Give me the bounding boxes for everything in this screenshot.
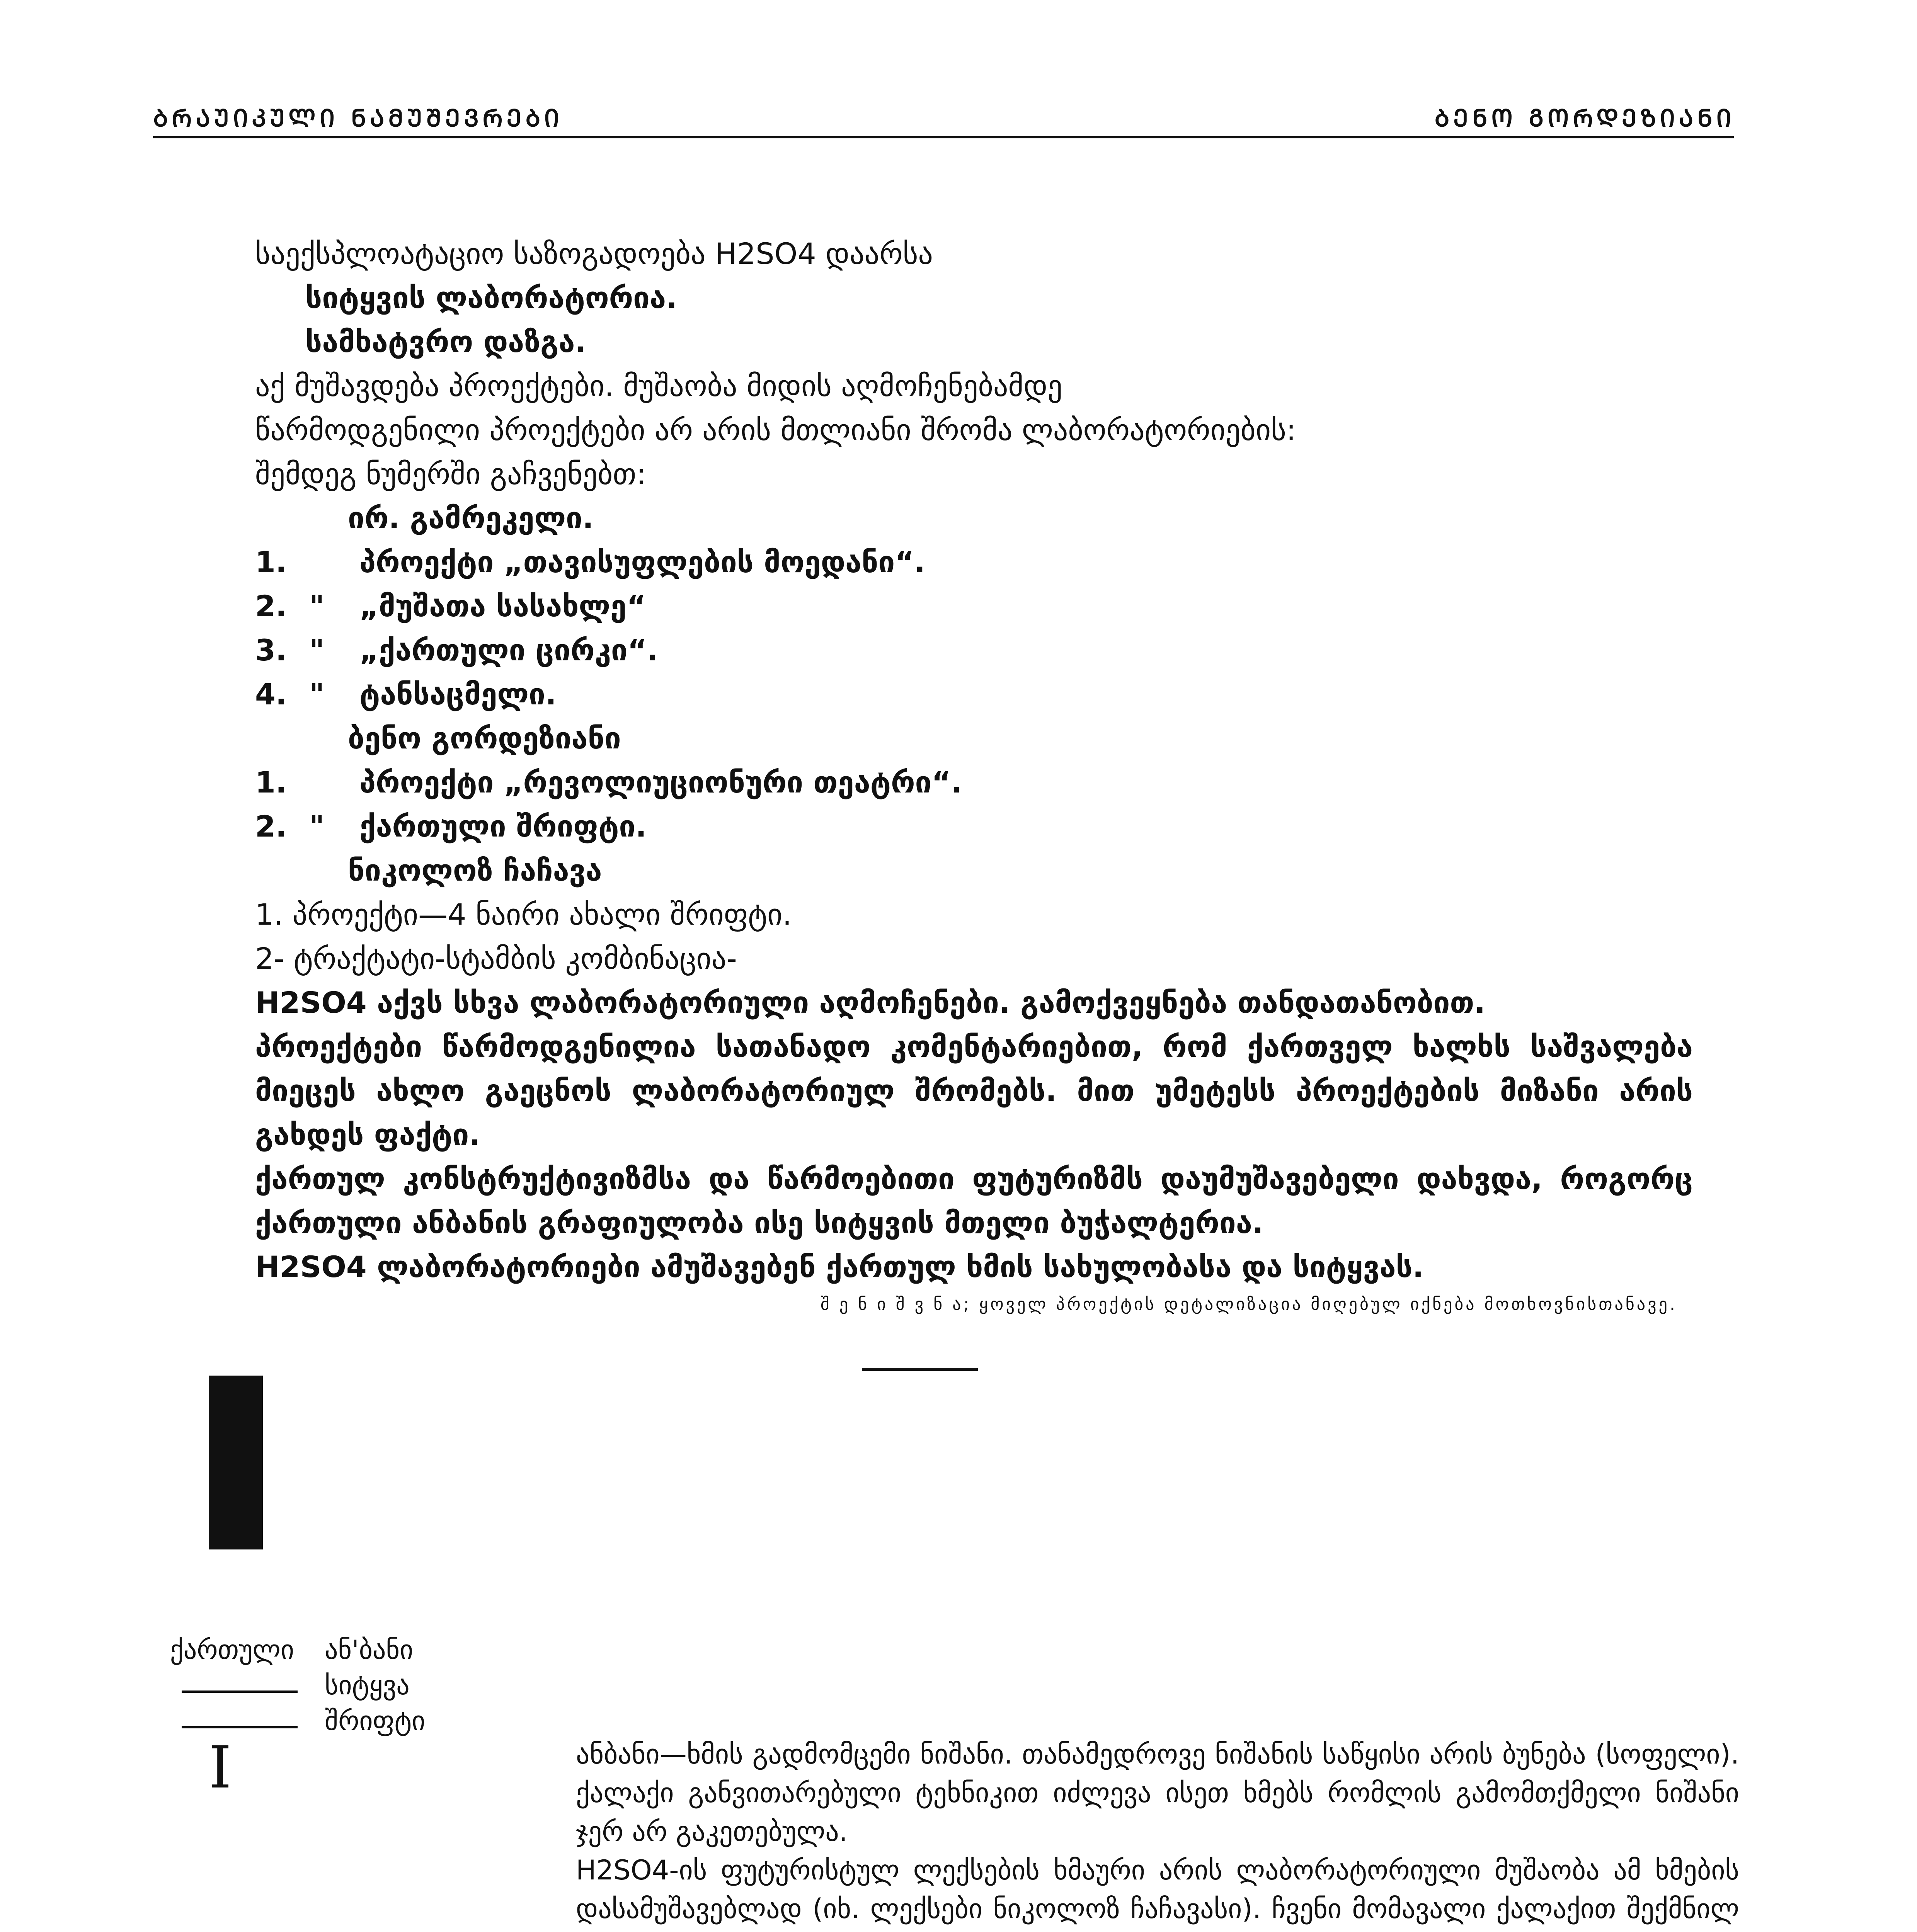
section-title: სამხატვრო დაზგა.	[305, 325, 586, 359]
footnote: შ ე ნ ი შ ვ ნ ა; ყოველ პროექტის დეტალიზაცია მიღებულ იქნება მოთხოვნისთანავე.	[821, 1294, 1677, 1314]
lab-title: სიტყვის ლაბორატორია.	[305, 281, 677, 315]
paragraph: ქართულ კონსტრუქტივიზმსა და წარმოებითი ფუტურიზმს დაუმუშავებელი დახვდა, როგორც ქართული ანბანის გრაფიულობა ისე სიტყვის მთელი ბუჭალტერია.	[255, 1162, 1693, 1240]
dash-rule	[182, 1690, 298, 1693]
list-item: 3. " „ქართული ცირკი“.	[255, 633, 658, 667]
text-line: აქ მუშავდება პროექტები. მუშაობა მიდის აღმოჩენებამდე	[255, 369, 1062, 403]
left-word: ან'ბანი	[325, 1635, 414, 1665]
list-item: 2- ტრაქტატი-სტამბის კომბინაცია-	[255, 941, 737, 976]
text-line: შემდეგ ნუმერში გაჩვენებთ:	[255, 457, 646, 491]
header-rule	[153, 136, 1734, 138]
left-word: შრიფტი	[325, 1706, 426, 1736]
left-word: ქართული	[170, 1635, 295, 1665]
project-list	[255, 760, 1693, 849]
paragraph: H2SO4-ის ფუტურისტულ ლექსების ხმაური არის ლაბორატორიული მუშაობა ამ ხმების დასამუშავებლად (იხ. ლექსები ნიკოლოზ ჩაჩავასი). ჩვენი მომავალი ქალაქით შექმნილ	[576, 1854, 1739, 1925]
left-word: სიტყვა	[325, 1670, 410, 1701]
paragraph: პროექტები წარმოდგენილია სათანადო კომენტარიებით, რომ ქართველ ხალხს საშვალება მიეცეს ახლო გაეცნოს ლაბორატორიულ შრომებს. მით უმეტესს პროექტების მიზანი არის გახდეს ფაქტი.	[255, 1029, 1693, 1152]
body-text	[576, 1735, 1739, 1932]
author-name: ირ. გამრეკელი.	[348, 501, 594, 535]
author-name: ნიკოლოზ ჩაჩავა	[348, 853, 602, 888]
author-name: ბენო გორდეზიანი	[348, 721, 621, 755]
list-item: 1. პროექტი „რევოლიუციონური თეატრი“.	[255, 765, 962, 799]
large-letter-glyph	[209, 1376, 263, 1549]
intro-line: საექსპლოატაციო საზოგადოება H2SO4 დაარსა	[255, 236, 933, 271]
list-item: 2. " ქართული შრიფტი.	[255, 809, 647, 844]
separator-rule	[862, 1368, 978, 1371]
roman-numeral: I	[209, 1734, 232, 1801]
text-line: წარმოდგენილი პროექტები არ არის მთლიანი შრომა ლაბორატორიების:	[255, 413, 1296, 447]
list-item: 4. " ტანსაცმელი.	[255, 677, 557, 711]
paragraph: H2SO4 ლაბორატორიები ამუშავებენ ქართულ ხმის სახულობასა და სიტყვას.	[255, 1250, 1424, 1284]
project-list	[255, 540, 1693, 716]
list-item: 1. პროექტი „თავისუფლების მოედანი“.	[255, 545, 925, 579]
paragraph: ანბანი—ხმის გადმომცემი ნიშანი. თანამედროვე ნიშანის საწყისი არის ბუნება (სოფელი). ქალაქი განვითარებული ტეხნიკით იძლევა ისეთ ხმებს რომლის გამომთქმელი ნიშანი ჯერ არ გაკეთებულა.	[576, 1738, 1739, 1847]
paragraph: H2SO4 აქვს სხვა ლაბორატორიული აღმოჩენები. გამოქვეყნება თანდათანობით.	[255, 985, 1486, 1020]
manifesto-block	[255, 232, 1693, 1320]
running-header-right: ᲑᲔᲜᲝ ᲒᲝᲠᲓᲔᲖᲘᲐᲜᲘ	[1434, 104, 1735, 132]
running-header-left: ᲑᲠᲐᲣᲘᲙᲣᲚᲘ ᲜᲐᲛᲣᲨᲔᲕᲠᲔᲑᲘ	[153, 104, 564, 132]
list-item: 2. " „მუშათა სასახლე“	[255, 589, 646, 623]
list-item: 1. პროექტი—4 ნაირი ახალი შრიფტი.	[255, 897, 792, 932]
dash-rule	[182, 1726, 298, 1728]
